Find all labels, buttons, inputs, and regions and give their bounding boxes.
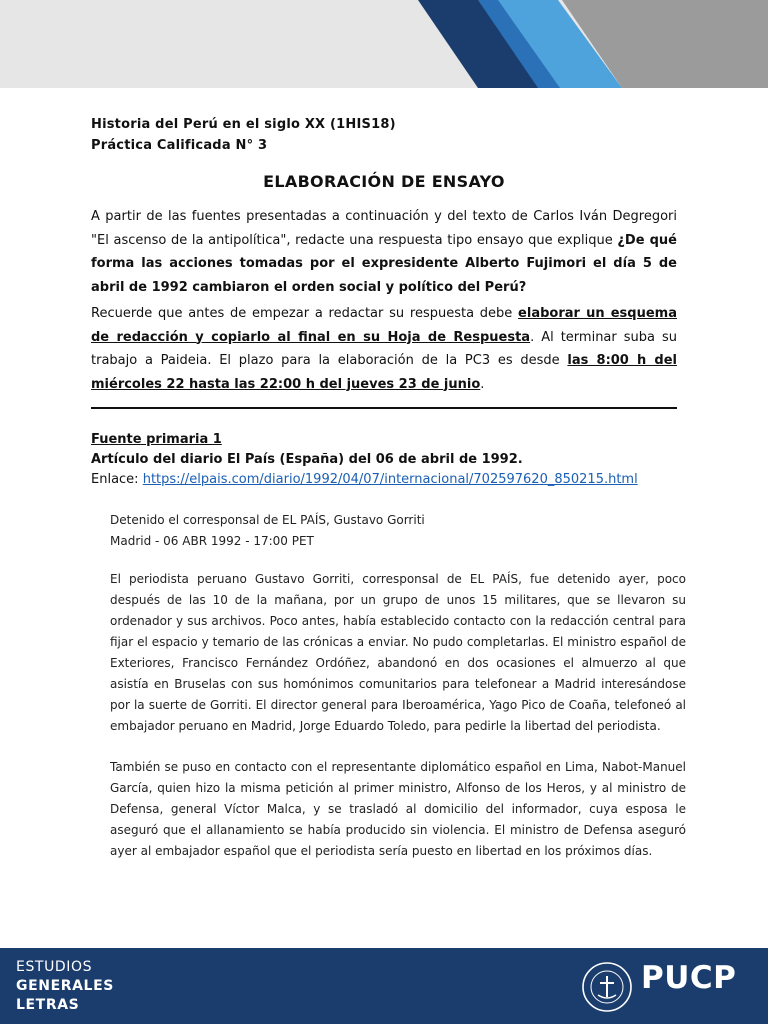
header-band [0, 0, 768, 88]
article-dateline: Madrid - 06 ABR 1992 - 17:00 PET [110, 534, 314, 548]
link-label: Enlace: [91, 472, 143, 487]
document-title: ELABORACIÓN DE ENSAYO [263, 172, 505, 191]
source-link[interactable]: https://elpais.com/diario/1992/04/07/internacional/702597620_850215.html [142, 472, 638, 487]
footer-line-generales: GENERALES [16, 978, 114, 994]
instruction-text: A partir de las fuentes presentadas a continuación y del texto de Carlos Iván Degregori "El ascenso de la antipolítica", redacte una respuesta tipo ensayo que explique [91, 209, 677, 248]
university-seal-icon [581, 961, 633, 1013]
header-stripes [0, 0, 768, 88]
instruction-paragraph-2 [91, 302, 677, 396]
article-headline: Detenido el corresponsal de EL PAÍS, Gustavo Gorriti [110, 513, 425, 527]
section-divider [91, 407, 677, 409]
instruction-text: . [480, 376, 485, 392]
assignment-name: Práctica Calificada N° 3 [91, 138, 268, 153]
instruction-text: . Al terminar suba su trabajo a Paideia. El plazo para la elaboración de la PC3 es desde [91, 329, 677, 368]
source-link-line [91, 472, 638, 487]
instruction-paragraph-1 [91, 205, 677, 299]
essay-question: ¿De qué forma las acciones tomadas por el expresidente Alberto Fujimori el día 5 de abril de 1992 cambiaron el orden social y político del Perú? [91, 232, 677, 295]
deadline: las 8:00 h del miércoles 22 hasta las 22:00 h del jueves 23 de junio [91, 353, 677, 392]
outline-requirement: elaborar un esquema de redacción y copiarlo al final en su Hoja de Respuesta [91, 306, 677, 345]
pucp-logo-text: PUCP [641, 960, 737, 996]
footer-line-letras: LETRAS [16, 997, 80, 1013]
article-paragraph-1: El periodista peruano Gustavo Gorriti, corresponsal de EL PAÍS, fue detenido ayer, poco después de las 10 de la mañana, por un grupo de unos 15 militares, que se llevaron su ordenador y sus archivos. Poco antes, había establecido contacto con la redacción central para fijar el espacio y temario de las crónicas a enviar. No pudo completarlas. El ministro español de Exteriores, Francisco Fernández Ordóñez, abandonó en dos ocasiones el almuerzo al que asistía en Bruselas con sus homónimos comunitarios para telefonear a Madrid interesándose por la suerte de Gorriti. El director general para Iberoamérica, Yago Pico de Coaña, telefoneó al embajador peruano en Madrid, Jorge Eduardo Toledo, para pedirle la libertad del periodista. [110, 572, 686, 733]
source-subtitle: Artículo del diario El País (España) del 06 de abril de 1992. [91, 452, 523, 467]
course-name: Historia del Perú en el siglo XX (1HIS18) [91, 117, 396, 132]
footer-line-estudios: ESTUDIOS [16, 959, 93, 975]
article-paragraph-2: También se puso en contacto con el representante diplomático español en Lima, Nabot-Manuel García, quien hizo la misma petición al primer ministro, Alfonso de los Heros, y al ministro de Defensa, general Víctor Malca, y se trasladó al domicilio del informador, cuya esposa le aseguró que el allanamiento se había producido sin violencia. El ministro de Defensa aseguró ayer al embajador español que el periodista sería puesto en libertad en los próximos días. [110, 760, 686, 858]
instruction-text: Recuerde que antes de empezar a redactar su respuesta debe [91, 306, 519, 321]
source-heading: Fuente primaria 1 [91, 432, 222, 447]
